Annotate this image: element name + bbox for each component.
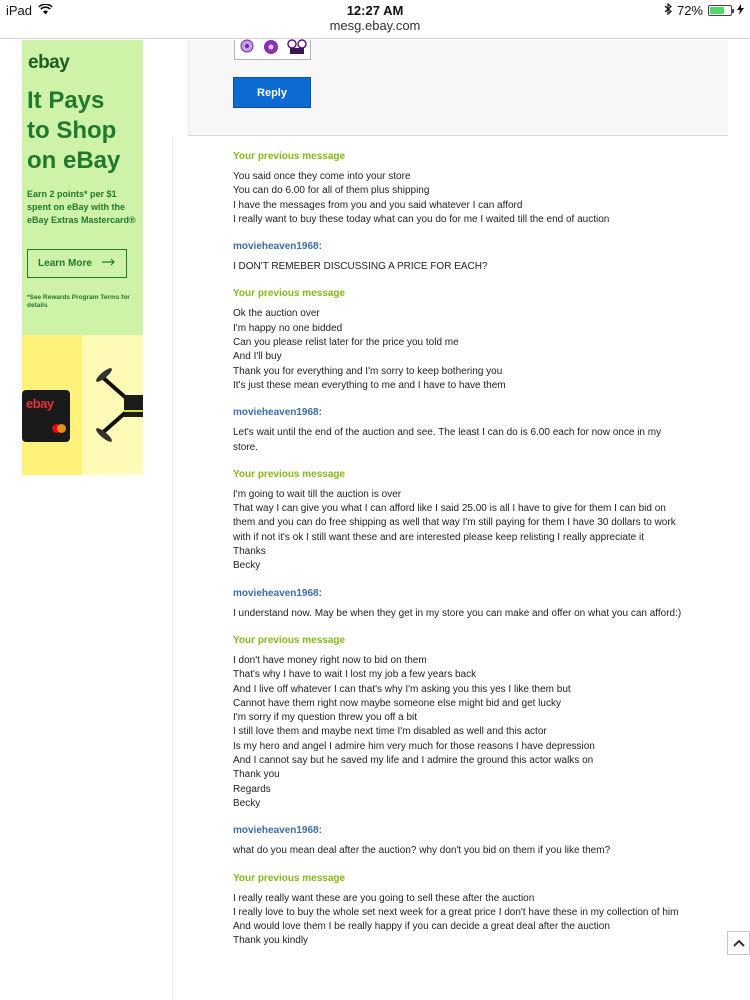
message-body (233, 607, 688, 621)
ad-terms: *See Rewards Program Terms for details (27, 294, 130, 309)
message-sender: Your previous message (233, 634, 346, 646)
message-line: And I'll buy (233, 351, 282, 363)
ad-ebay-logo: ebay (28, 52, 70, 73)
url-bar[interactable]: mesg.ebay.com (329, 18, 421, 33)
item-thumbnail-icon[interactable] (239, 39, 255, 60)
message-item (233, 150, 688, 227)
message-line: Is my hero and angel I admire him very much for those reasons I have depression (233, 740, 595, 752)
arrow-right-icon (102, 258, 116, 269)
message-line: Becky (233, 797, 261, 809)
message-body (233, 260, 688, 274)
reply-button[interactable]: Reply (233, 77, 311, 108)
ad-learn-more-label: Learn More (38, 258, 92, 269)
message-line: Cannot have them right now maybe someone else might bid and get lucky (233, 697, 561, 709)
ebay-ad-banner[interactable] (22, 40, 143, 475)
message-line: I'm going to wait till the auction is over (233, 488, 402, 500)
message-line: And would love them I be really happy if you can decide a great deal after the auction (233, 921, 610, 933)
message-line: I really love to buy the whole set next week for a great price I don't have these in my collection of him (233, 906, 679, 918)
message-line: Ok the auction over (233, 308, 320, 320)
message-sender: Your previous message (233, 151, 346, 162)
message-body (233, 488, 688, 574)
message-line: You said once they come into your store (233, 171, 411, 182)
message-line: Regards (233, 783, 271, 795)
message-item (233, 587, 688, 621)
message-item (233, 287, 688, 393)
message-line: I understand now. May be when they get in my store you can make and offer on what you can afford:) (233, 607, 682, 619)
message-line: Thank you (233, 769, 280, 781)
message-sender[interactable]: movieheaven1968: (233, 587, 322, 599)
item-thumbnails[interactable] (234, 40, 311, 60)
ad-card-logo: ebay (26, 396, 54, 411)
charging-icon (737, 3, 744, 18)
message-header-panel (188, 40, 728, 136)
message-line: I really want to buy these today what can you do for me I waited till the end of auction (233, 213, 610, 225)
message-line: Thank you for everything and I'm sorry to keep bothering you (233, 365, 503, 377)
chevron-up-icon (733, 934, 745, 952)
message-line: Becky (233, 560, 261, 572)
message-sender[interactable]: movieheaven1968: (233, 407, 322, 419)
message-line: Can you please relist later for the price you told me (233, 337, 459, 349)
message-body (233, 426, 688, 455)
ad-headline (27, 86, 142, 176)
message-line: It's just these mean everything to me and I have to have them (233, 379, 506, 391)
battery-level (710, 7, 724, 14)
message-body (233, 654, 688, 811)
status-time: 12:27 AM (346, 3, 404, 18)
message-line: And I cannot say but he saved my life and I admire the ground this actor walks on (233, 755, 594, 767)
content-divider (172, 136, 173, 1000)
message-sender: Your previous message (233, 468, 346, 480)
message-item (233, 872, 688, 949)
message-line: That's why I have to wait I lost my job a few years back (233, 669, 477, 681)
message-item (233, 824, 688, 858)
drone-icon (94, 365, 143, 445)
message-sender: Your previous message (233, 288, 346, 300)
battery-percent: 72% (676, 3, 703, 18)
message-line: Let's wait until the end of the auction and see. The least I can do is 6.00 each for now once in my store. (233, 427, 662, 453)
message-line: That way I can give you what I can afford like I said 25.00 is all I have to give for them I can bid on them and you can do free shipping as well that way I'm still paying for them I have 30 dollars to work with if not it's ok I still want these and are interested please keep relisting I really appreciate it (233, 503, 676, 543)
message-item (233, 634, 688, 811)
message-line: I'm happy no one bidded (233, 322, 343, 334)
message-body (233, 892, 688, 949)
item-thumbnail-icon[interactable] (287, 39, 307, 60)
message-line: Thank you kindly (233, 935, 309, 947)
message-body (233, 307, 688, 393)
toolbar-divider (0, 38, 750, 39)
ad-learn-more-button[interactable] (27, 249, 127, 278)
scroll-to-top-button[interactable] (727, 931, 750, 955)
message-thread (233, 150, 688, 962)
ad-headline-line: to Shop (27, 117, 117, 144)
message-line: what do you mean deal after the auction? why don't you bid on them if you like them? (233, 845, 611, 857)
mastercard-icon (52, 424, 66, 433)
message-item (233, 240, 688, 274)
ad-earn-text: Earn 2 points* per $1 spent on eBay with the eBay Extras Mastercard® (27, 189, 136, 225)
message-item (233, 406, 688, 455)
message-line: And I live off whatever I can that's why I'm asking you this yes I like them but (233, 683, 571, 695)
message-line: I DON'T REMEBER DISCUSSING A PRICE FOR EACH? (233, 261, 488, 273)
message-line: Thanks (233, 546, 266, 558)
message-line: I still love them and maybe next time I'm disabled as well and this actor (233, 726, 547, 738)
message-body (233, 844, 688, 858)
message-line: I have the messages from you and you said whatever I can afford (233, 199, 523, 211)
message-sender[interactable]: movieheaven1968: (233, 825, 322, 837)
message-line: You can do 6.00 for all of them plus shipping (233, 185, 430, 197)
status-right (664, 3, 744, 18)
item-thumbnail-icon[interactable] (262, 39, 280, 60)
message-line: I'm sorry if my question threw you off a bit (233, 712, 418, 724)
ad-credit-card (22, 390, 70, 442)
device-name: iPad (6, 3, 33, 18)
battery-icon (708, 5, 732, 16)
message-line: I don't have money right now to bid on them (233, 654, 427, 666)
bluetooth-icon (664, 3, 672, 18)
message-body (233, 170, 688, 227)
message-item (233, 468, 688, 574)
message-line: I really really want these are you going to sell these after the auction (233, 892, 535, 904)
ad-headline-line: It Pays (27, 87, 105, 114)
ad-headline-line: on eBay (27, 147, 121, 174)
message-sender[interactable]: movieheaven1968: (233, 241, 322, 253)
message-sender: Your previous message (233, 872, 346, 884)
